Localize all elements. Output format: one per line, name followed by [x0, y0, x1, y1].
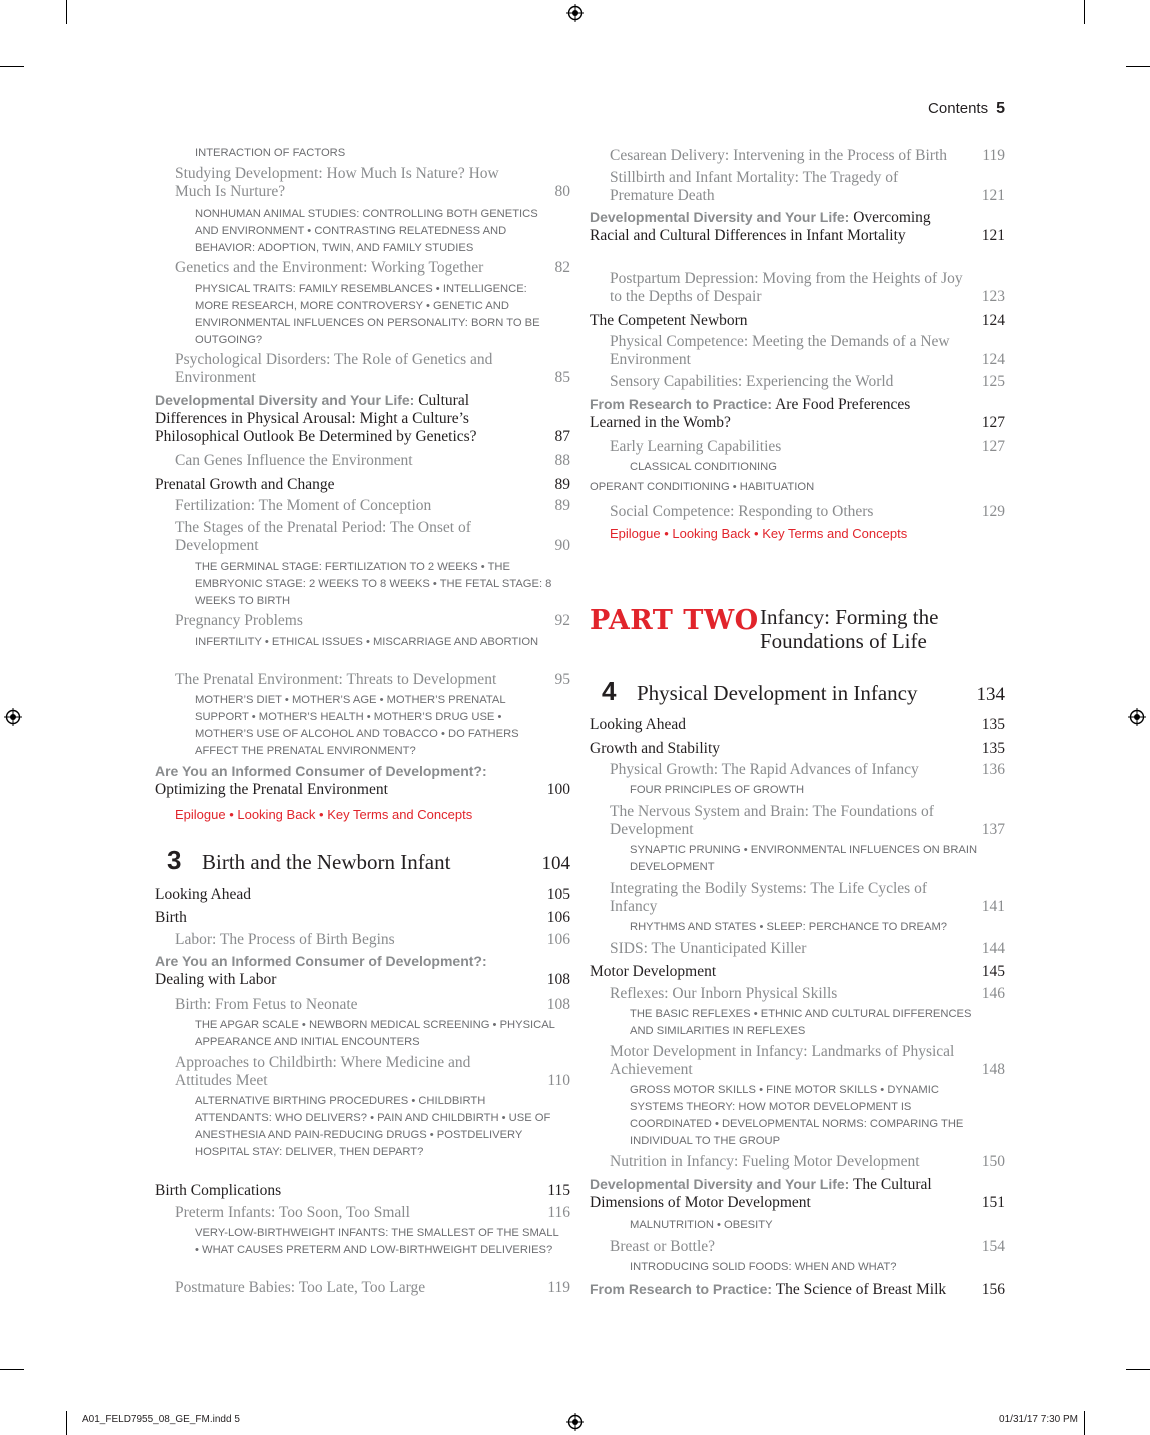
entry-title: Social Competence: Responding to Others	[610, 503, 874, 520]
feature-page: 121	[981, 227, 1005, 244]
feature-title: Dealing with Labor	[155, 971, 277, 988]
toc-feature-entry	[590, 395, 1005, 432]
entry-page: 125	[981, 373, 1005, 390]
toc-subtopics: INTRODUCING SOLID FOODS: WHEN AND WHAT?	[630, 1261, 897, 1273]
feature-text	[155, 952, 540, 989]
toc-subtopics: FOUR PRINCIPLES OF GROWTH	[630, 784, 805, 796]
entry-title: Genetics and the Environment: Working Together	[175, 259, 484, 276]
feature-page: 156	[981, 1281, 1005, 1298]
toc-feature-entry	[155, 952, 570, 989]
entry-page: 136	[981, 761, 1005, 778]
toc-subsection	[155, 497, 570, 515]
toc-subsection	[155, 165, 570, 201]
entry-page: 115	[547, 1182, 570, 1199]
feature-title: Are Food Preferences Learned in the Womb?	[590, 396, 911, 431]
entry-title: Physical Growth: The Rapid Advances of Infancy	[610, 761, 919, 778]
toc-subtopics: CLASSICAL CONDITIONING	[630, 461, 777, 473]
toc-feature-entry	[155, 391, 570, 446]
entry-page: 80	[554, 183, 570, 200]
toc-section	[155, 909, 570, 927]
toc-subtopics: NONHUMAN ANIMAL STUDIES: CONTROLLING BOTH GENETICS AND ENVIRONMENT • CONTRASTING RELATEDNESS AND BEHAVIOR: ADOPTION, TWIN, AND FAMILY STUDIES	[195, 208, 538, 254]
entry-title: The Stages of the Prenatal Period: The Onset of Development	[175, 519, 471, 554]
running-header	[928, 100, 1005, 118]
feature-text	[590, 395, 975, 432]
toc-subsection	[590, 503, 1005, 521]
entry-title: Can Genes Influence the Environment	[175, 452, 413, 469]
entry-page: 124	[981, 312, 1005, 329]
toc-subsection	[155, 612, 570, 630]
toc-subtopics: OPERANT CONDITIONING • HABITUATION	[590, 481, 815, 493]
part-heading	[590, 605, 1005, 653]
toc-subsection	[590, 438, 1005, 456]
entry-title: Postpartum Depression: Moving from the Heights of Joy to the Depths of Despair	[610, 270, 963, 305]
entry-title: Early Learning Capabilities	[610, 438, 782, 455]
entry-title: Looking Ahead	[155, 886, 251, 903]
entry-page: 119	[982, 147, 1005, 164]
entry-page: 88	[554, 452, 570, 469]
toc-section	[590, 716, 1005, 734]
toc-subsection	[590, 940, 1005, 958]
toc-subsection	[590, 1238, 1005, 1256]
toc-subtopics: PHYSICAL TRAITS: FAMILY RESEMBLANCES • INTELLIGENCE: MORE RESEARCH, MORE CONTROVERSY • GENETIC AND ENVIRONMENTAL INFLUENCES ON PERSONALITY: BORN TO BE OUTGOING?	[195, 283, 540, 346]
feature-label: From Research to Practice:	[590, 396, 773, 412]
toc-subsection	[155, 996, 570, 1014]
entry-title: Prenatal Growth and Change	[155, 476, 335, 493]
chapter-number: 4	[602, 676, 617, 706]
entry-title: Integrating the Bodily Systems: The Life Cycles of Infancy	[610, 880, 927, 915]
toc-subsection	[590, 761, 1005, 779]
toc-section	[590, 963, 1005, 981]
entry-page: 105	[546, 886, 570, 903]
entry-title: Sensory Capabilities: Experiencing the World	[610, 373, 894, 390]
toc-subsection	[155, 671, 570, 689]
crop-mark	[66, 0, 67, 24]
entry-title: Studying Development: How Much Is Nature? How Much Is Nurture?	[175, 165, 499, 200]
toc-subtopics: THE GERMINAL STAGE: FERTILIZATION TO 2 WEEKS • THE EMBRYONIC STAGE: 2 WEEKS TO 8 WEEKS • THE FETAL STAGE: 8 WEEKS TO BIRTH	[195, 561, 552, 607]
feature-text	[155, 762, 540, 799]
toc-subsection	[155, 351, 570, 387]
entry-page: 110	[547, 1072, 570, 1089]
entry-title: Growth and Stability	[590, 740, 721, 757]
toc-feature-entry	[590, 208, 1005, 245]
entry-title: Motor Development	[590, 963, 717, 980]
entry-title: Labor: The Process of Birth Begins	[175, 931, 395, 948]
registration-mark-icon	[566, 1413, 584, 1431]
toc-subsection	[590, 147, 1005, 165]
toc-subtopics: INFERTILITY • ETHICAL ISSUES • MISCARRIAGE AND ABORTION	[195, 636, 539, 648]
entry-page: 89	[554, 476, 570, 493]
entry-page: 146	[981, 985, 1005, 1002]
toc-feature-entry	[155, 762, 570, 799]
feature-page: 100	[546, 781, 570, 798]
entry-page: 148	[981, 1061, 1005, 1078]
feature-label: Are You an Informed Consumer of Development?:	[155, 953, 487, 969]
part-label: PART TWO	[590, 605, 759, 636]
feature-label: Developmental Diversity and Your Life:	[590, 209, 850, 225]
chapter-title: Physical Development in Infancy	[637, 681, 918, 705]
toc-subsection	[155, 519, 570, 555]
entry-title: Stillbirth and Infant Mortality: The Tragedy of Premature Death	[610, 169, 899, 204]
toc-subsection	[155, 259, 570, 277]
toc-subtopics: SYNAPTIC PRUNING • ENVIRONMENTAL INFLUENCES ON BRAIN DEVELOPMENT	[630, 844, 978, 873]
entry-page: 85	[554, 369, 570, 386]
part-title: Infancy: Forming the Foundations of Life	[760, 605, 939, 653]
chapter-title: Birth and the Newborn Infant	[202, 850, 451, 874]
entry-title: SIDS: The Unanticipated Killer	[610, 940, 807, 957]
entry-title: The Prenatal Environment: Threats to Development	[175, 671, 497, 688]
toc-epilogue: Epilogue • Looking Back • Key Terms and Concepts	[610, 526, 908, 541]
entry-title: The Competent Newborn	[590, 312, 748, 329]
entry-page: 108	[546, 996, 570, 1013]
toc-subsection	[155, 1054, 570, 1090]
toc-subsection	[590, 169, 1005, 205]
toc-feature-entry	[590, 1280, 1005, 1299]
registration-mark-icon	[4, 708, 22, 726]
entry-page: 145	[981, 963, 1005, 980]
toc-subsection	[590, 373, 1005, 391]
toc-subtopics: THE APGAR SCALE • NEWBORN MEDICAL SCREENING • PHYSICAL APPEARANCE AND INITIAL ENCOUNTERS	[195, 1019, 555, 1048]
entry-page: 106	[546, 931, 570, 948]
toc-subsection	[155, 1204, 570, 1222]
crop-mark	[1126, 1369, 1150, 1370]
feature-label: Are You an Informed Consumer of Development?:	[155, 763, 487, 779]
footer-file: A01_FELD7955_08_GE_FM.indd 5	[82, 1414, 240, 1425]
toc-epilogue: Epilogue • Looking Back • Key Terms and Concepts	[175, 807, 473, 822]
entry-title: Looking Ahead	[590, 716, 686, 733]
feature-page: 127	[981, 414, 1005, 431]
feature-label: Developmental Diversity and Your Life:	[155, 392, 415, 408]
toc-subsection	[155, 452, 570, 470]
entry-page: 124	[981, 351, 1005, 368]
footer-date: 01/31/17 7:30 PM	[999, 1414, 1078, 1425]
entry-title: Fertilization: The Moment of Conception	[175, 497, 432, 514]
toc-subtopics: VERY-LOW-BIRTHWEIGHT INFANTS: THE SMALLEST OF THE SMALL • WHAT CAUSES PRETERM AND LOW-BIRTHWEIGHT DELIVERIES?	[195, 1227, 559, 1256]
toc-section	[155, 476, 570, 494]
entry-page: 90	[554, 537, 570, 554]
entry-title: Physical Competence: Meeting the Demands of a New Environment	[610, 333, 950, 368]
entry-title: Breast or Bottle?	[610, 1238, 716, 1255]
entry-title: Cesarean Delivery: Intervening in the Process of Birth	[610, 147, 948, 164]
toc-subsection	[590, 270, 1005, 306]
entry-title: Pregnancy Problems	[175, 612, 303, 629]
crop-mark	[0, 1369, 24, 1370]
crop-mark	[1084, 0, 1085, 24]
crop-mark	[0, 66, 24, 67]
feature-text	[590, 1280, 975, 1299]
entry-title: Birth Complications	[155, 1182, 282, 1199]
entry-page: 119	[547, 1279, 570, 1296]
entry-title: Postmature Babies: Too Late, Too Large	[175, 1279, 426, 1296]
chapter-page: 104	[541, 853, 570, 874]
entry-title: Reflexes: Our Inborn Physical Skills	[610, 985, 838, 1002]
entry-page: 127	[981, 438, 1005, 455]
entry-title: The Nervous System and Brain: The Foundations of Development	[610, 803, 934, 838]
registration-mark-icon	[1128, 708, 1146, 726]
entry-title: Birth: From Fetus to Neonate	[175, 996, 358, 1013]
toc-subsection	[590, 985, 1005, 1003]
entry-page: 121	[981, 187, 1005, 204]
toc-feature-entry	[590, 1175, 1005, 1212]
toc-section	[155, 1182, 570, 1200]
toc-subtopics: INTERACTION OF FACTORS	[195, 147, 346, 159]
feature-title: Overcoming Racial and Cultural Differences in Infant Mortality	[590, 209, 931, 244]
toc-subsection	[590, 803, 1005, 839]
toc-subsection	[590, 333, 1005, 369]
feature-title: Cultural Differences in Physical Arousal: Might a Culture’s Philosophical Outlook Be Determined by Genetics?	[155, 392, 477, 445]
crop-mark	[1084, 1411, 1085, 1435]
toc-subtopics: MOTHER’S DIET • MOTHER’S AGE • MOTHER’S PRENATAL SUPPORT • MOTHER’S HEALTH • MOTHER’S DRUG USE • MOTHER’S USE OF ALCOHOL AND TOBACCO • DO FATHERS AFFECT THE PRENATAL ENVIRONMENT?	[195, 694, 519, 757]
chapter-page: 134	[976, 684, 1005, 705]
entry-title: Preterm Infants: Too Soon, Too Small	[175, 1204, 410, 1221]
entry-title: Approaches to Childbirth: Where Medicine and Attitudes Meet	[175, 1054, 471, 1089]
entry-title: Birth	[155, 909, 187, 926]
entry-page: 106	[546, 909, 570, 926]
entry-page: 129	[981, 503, 1005, 520]
crop-mark	[1126, 66, 1150, 67]
crop-mark	[66, 1411, 67, 1435]
toc-subsection	[155, 931, 570, 949]
feature-title: Optimizing the Prenatal Environment	[155, 781, 388, 798]
entry-page: 95	[554, 671, 570, 688]
toc-subtopics: GROSS MOTOR SKILLS • FINE MOTOR SKILLS • DYNAMIC SYSTEMS THEORY: HOW MOTOR DEVELOPMENT IS COORDINATED • DEVELOPMENTAL NORMS: COMPARING THE INDIVIDUAL TO THE GROUP	[630, 1084, 964, 1147]
toc-subtopics: RHYTHMS AND STATES • SLEEP: PERCHANCE TO DREAM?	[630, 921, 948, 933]
feature-page: 151	[981, 1194, 1005, 1211]
chapter-heading	[590, 676, 1005, 707]
entry-page: 135	[981, 716, 1005, 733]
toc-subtopics: ALTERNATIVE BIRTHING PROCEDURES • CHILDBIRTH ATTENDANTS: WHO DELIVERS? • PAIN AND CHILDBIRTH • USE OF ANESTHESIA AND PAIN-REDUCING DRUGS • POSTDELIVERY HOSPITAL STAY: DELIVER, THEN DEPART?	[195, 1095, 551, 1158]
entry-page: 141	[981, 898, 1005, 915]
feature-label: Developmental Diversity and Your Life:	[590, 1176, 850, 1192]
feature-text	[590, 208, 975, 245]
toc-subtopics: MALNUTRITION • OBESITY	[630, 1219, 773, 1231]
toc-subtopics: THE BASIC REFLEXES • ETHNIC AND CULTURAL DIFFERENCES AND SIMILARITIES IN REFLEXES	[630, 1008, 972, 1037]
feature-title: The Science of Breast Milk	[775, 1281, 947, 1298]
toc-section	[590, 312, 1005, 330]
chapter-number: 3	[167, 845, 182, 875]
feature-text	[155, 391, 540, 446]
entry-page: 154	[981, 1238, 1005, 1255]
toc-subsection	[590, 880, 1005, 916]
entry-page: 116	[547, 1204, 570, 1221]
header-page-number: 5	[996, 100, 1005, 117]
entry-page: 123	[981, 288, 1005, 305]
entry-page: 135	[981, 740, 1005, 757]
feature-page: 87	[554, 428, 570, 445]
feature-label: From Research to Practice:	[590, 1281, 773, 1297]
toc-subsection	[590, 1153, 1005, 1171]
feature-page: 108	[546, 971, 570, 988]
feature-text	[590, 1175, 975, 1212]
entry-title: Nutrition in Infancy: Fueling Motor Development	[610, 1153, 920, 1170]
entry-page: 82	[554, 259, 570, 276]
entry-page: 137	[981, 821, 1005, 838]
toc-subsection	[155, 1279, 570, 1297]
entry-page: 89	[554, 497, 570, 514]
entry-page: 92	[554, 612, 570, 629]
entry-page: 150	[981, 1153, 1005, 1170]
toc-section	[155, 886, 570, 904]
toc-subsection	[590, 1043, 1005, 1079]
registration-mark-icon	[566, 4, 584, 22]
header-label: Contents	[928, 100, 989, 117]
entry-page: 144	[981, 940, 1005, 957]
entry-title: Motor Development in Infancy: Landmarks of Physical Achievement	[610, 1043, 955, 1078]
chapter-heading	[155, 845, 570, 876]
entry-title: Psychological Disorders: The Role of Genetics and Environment	[175, 351, 493, 386]
toc-section	[590, 740, 1005, 758]
feature-title: The Cultural Dimensions of Motor Development	[590, 1176, 932, 1211]
